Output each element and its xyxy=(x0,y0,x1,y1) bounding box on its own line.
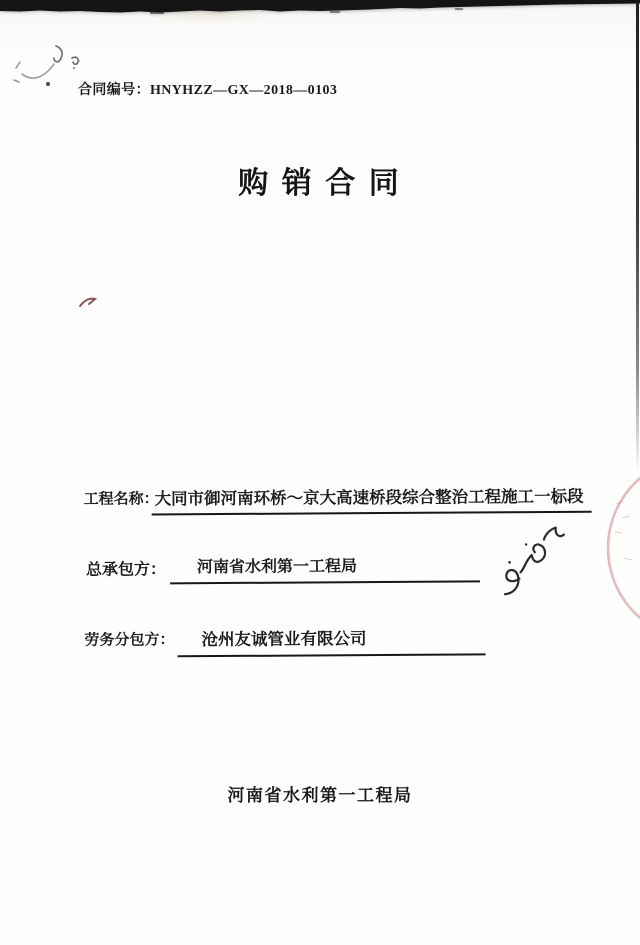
field-value-project-name: 大同市御河南环桥～京大高速桥段综合整治工程施工一标段 xyxy=(151,483,591,516)
field-label-labor-subcontractor: 劳务分包方： xyxy=(84,632,175,649)
contract-number-label: 合同编号： xyxy=(78,83,150,98)
field-label-general-contractor: 总承包方： xyxy=(85,561,167,579)
red-seal-partial xyxy=(596,446,640,658)
field-value-general-contractor: 河南省水利第一工程局 xyxy=(170,552,480,584)
contract-number-value: HNYHZZ—GX—2018—0103 xyxy=(150,83,338,98)
field-label-project-name: 工程名称： xyxy=(83,491,159,508)
document-title: 购 销 合 同 xyxy=(238,167,402,200)
handwritten-annotation xyxy=(478,500,590,605)
field-value-labor-subcontractor: 沧州友诚管业有限公司 xyxy=(177,624,485,657)
footer-organization: 河南省水利第一工程局 xyxy=(227,786,413,805)
